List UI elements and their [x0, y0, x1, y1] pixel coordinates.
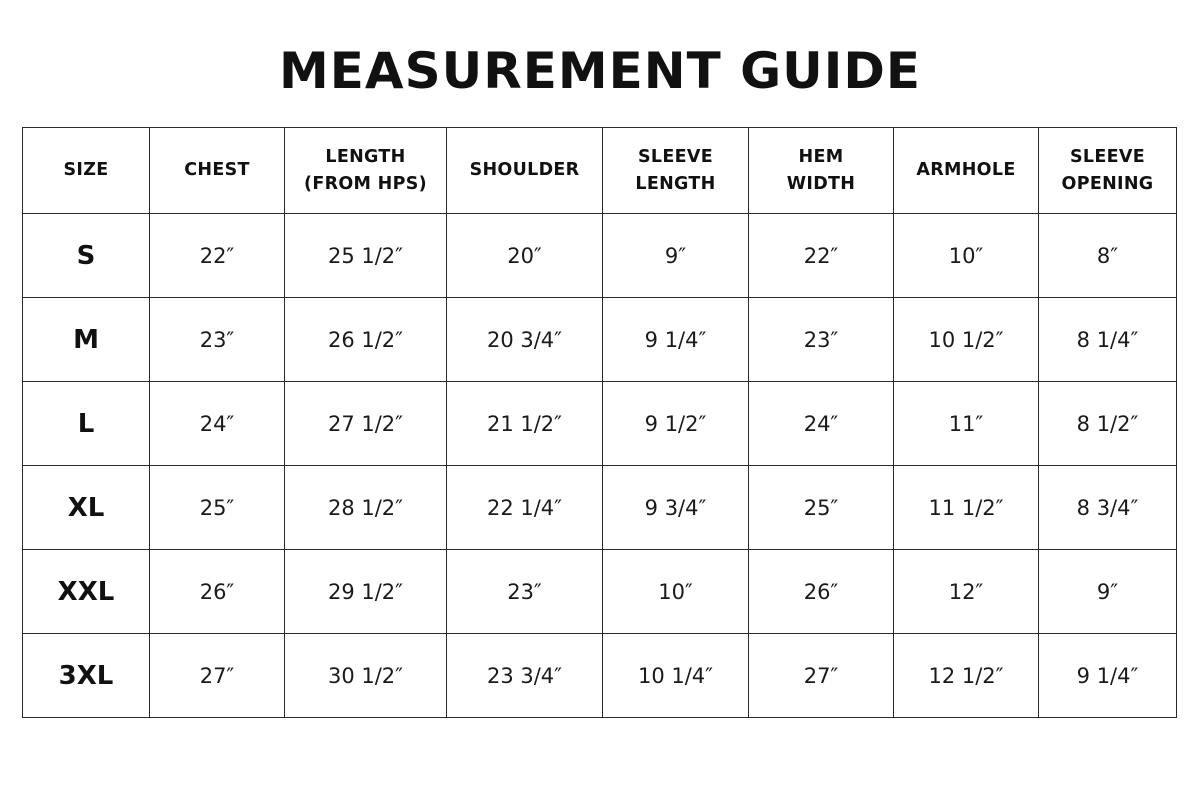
column-header-line: WIDTH — [786, 173, 856, 194]
measurement-cell: 8 1/4″ — [1039, 298, 1177, 382]
measurement-cell: 10″ — [603, 550, 749, 634]
measurement-cell: 11″ — [894, 382, 1039, 466]
measurement-cell: 9 3/4″ — [603, 466, 749, 550]
page-title: MEASUREMENT GUIDE — [278, 42, 922, 100]
measurement-cell: 23″ — [749, 298, 894, 382]
column-header — [150, 128, 285, 214]
measurement-cell: 26 1/2″ — [285, 298, 447, 382]
measurement-cell: 20 3/4″ — [447, 298, 603, 382]
measurement-cell: 28 1/2″ — [285, 466, 447, 550]
column-header-line: ARMHOLE — [916, 160, 1016, 180]
table-row — [23, 214, 1177, 298]
table-row — [23, 550, 1177, 634]
size-cell: S — [23, 214, 150, 298]
measurement-cell: 23 3/4″ — [447, 634, 603, 718]
column-header-line: SHOULDER — [469, 160, 580, 180]
measurement-cell: 27″ — [150, 634, 285, 718]
measurement-cell: 26″ — [749, 550, 894, 634]
measurement-cell: 23″ — [150, 298, 285, 382]
table-row — [23, 382, 1177, 466]
size-cell: 3XL — [23, 634, 150, 718]
column-header-line: OPENING — [1061, 173, 1154, 194]
size-cell: XXL — [23, 550, 150, 634]
column-header — [285, 128, 447, 214]
measurement-cell: 30 1/2″ — [285, 634, 447, 718]
size-cell: M — [23, 298, 150, 382]
measurement-cell: 12 1/2″ — [894, 634, 1039, 718]
column-header — [447, 128, 603, 214]
measurement-cell: 8″ — [1039, 214, 1177, 298]
size-cell: XL — [23, 466, 150, 550]
measurement-cell: 9″ — [1039, 550, 1177, 634]
column-header-line: (FROM HPS) — [304, 173, 427, 194]
column-header-line: LENGTH — [635, 173, 716, 194]
column-header — [1039, 128, 1177, 214]
measurement-cell: 11 1/2″ — [894, 466, 1039, 550]
measurement-cell: 21 1/2″ — [447, 382, 603, 466]
measurement-cell: 27 1/2″ — [285, 382, 447, 466]
column-header — [894, 128, 1039, 214]
measurement-cell: 9″ — [603, 214, 749, 298]
measurement-cell: 8 1/2″ — [1039, 382, 1177, 466]
measurement-cell: 9 1/4″ — [1039, 634, 1177, 718]
measurement-cell: 10″ — [894, 214, 1039, 298]
measurement-cell: 8 3/4″ — [1039, 466, 1177, 550]
measurement-cell: 24″ — [749, 382, 894, 466]
measurement-cell: 20″ — [447, 214, 603, 298]
measurement-cell: 26″ — [150, 550, 285, 634]
measurement-cell: 29 1/2″ — [285, 550, 447, 634]
column-header-line: SIZE — [63, 160, 109, 180]
measurement-cell: 10 1/4″ — [603, 634, 749, 718]
table-body — [23, 214, 1177, 718]
measurement-cell: 24″ — [150, 382, 285, 466]
table-row — [23, 466, 1177, 550]
measurement-cell: 27″ — [749, 634, 894, 718]
measurement-cell: 12″ — [894, 550, 1039, 634]
measurement-cell: 22″ — [150, 214, 285, 298]
measurement-cell: 23″ — [447, 550, 603, 634]
column-header-line: LENGTH — [325, 146, 406, 167]
measurement-cell: 9 1/4″ — [603, 298, 749, 382]
column-header-line: HEM — [798, 146, 844, 167]
measurement-cell: 22 1/4″ — [447, 466, 603, 550]
measurement-table — [22, 127, 1177, 718]
column-header — [603, 128, 749, 214]
table-row — [23, 634, 1177, 718]
column-header — [23, 128, 150, 214]
measurement-cell: 25 1/2″ — [285, 214, 447, 298]
measurement-cell: 22″ — [749, 214, 894, 298]
header-row — [23, 128, 1177, 214]
column-header-line: SLEEVE — [638, 146, 713, 167]
column-header-line: CHEST — [184, 160, 250, 180]
measurement-cell: 9 1/2″ — [603, 382, 749, 466]
measurement-cell: 10 1/2″ — [894, 298, 1039, 382]
column-header-line: SLEEVE — [1070, 146, 1145, 167]
table-row — [23, 298, 1177, 382]
column-header — [749, 128, 894, 214]
measurement-cell: 25″ — [749, 466, 894, 550]
measurement-cell: 25″ — [150, 466, 285, 550]
size-cell: L — [23, 382, 150, 466]
